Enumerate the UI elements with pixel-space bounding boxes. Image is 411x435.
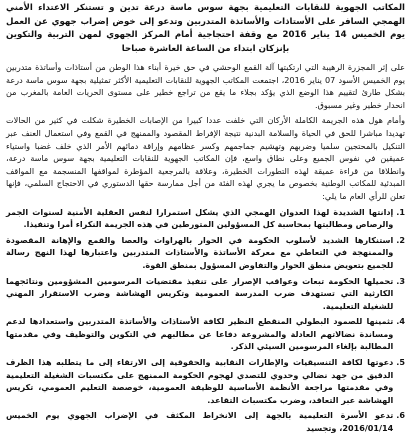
- point-number: 4.: [396, 316, 405, 327]
- numbered-point: [6, 275, 405, 313]
- point-number: 6.: [396, 410, 405, 421]
- numbered-point: [6, 234, 405, 272]
- numbered-point: [6, 356, 405, 406]
- point-text: دعوتها لكافة التنسيقيات والإطارات النقابية والحقوقية إلى الارتقاء إلى ما يتطلبه هذا الظرف الدقيق من جهد نضالي وحدوي للتصدي لهجوم الحكومة الممنهج على مكتسبات الشغيلة التعليمية وفي مقدمتها مراجعة الأنظمة الأساسية للوظيفة العمومية، خوصصة التعليم العمومي، تكريس الهشاشة عبر التعاقد، وضرب مكتسبات التقاعد.: [6, 357, 394, 405]
- point-text: تدعو الأسرة التعليمية بالجهة إلى الانخراط المكثف في الإضراب الجهوي يوم الخميس 2016/01/14، وتجسيد: [6, 410, 394, 434]
- point-text: تثمينها للصمود البطولي المنقطع النظير لكافة الأستاذات والأساتذة المتدربين واستعدادها لدعم ومساندة نضالاتهم العادلة والمشروعة دفاعا عن مطالبهم في التكوين والتوظيف وفي مقدمتها المطالبة بإلغاء المرسومين السيئي الذكر.: [6, 316, 394, 352]
- document-header: المكاتب الجهوية للنقابات التعليمية بجهة سوس ماسة درعة تدين و تستنكر الاعتداء الأمني الهمجي السافر على الأستاذات والأساتذة المتدربين وتدعو إلى خوض إضراب جهوي عن العمل يوم الخميس 14 يناير 2016 مع وقفة احتجاجية أمام المركز الجهوي لمهن التربية والتكوين بإنزكان ابتداء من الساعة العاشرة صباحا: [6, 3, 405, 54]
- numbered-point: [6, 206, 405, 231]
- numbered-point: [6, 315, 405, 353]
- point-text: إدانتها الشديدة لهذا العدوان الهمجي الذي يشكل استمرارا لنفس العقلية الأمنية لسنوات الجمر والرصاص ومطالبتها بمحاسبة كل المسؤولين المتورطين في هذه الجريمة النكراء أمرا وتنفيذا.: [6, 206, 394, 230]
- intro-paragraph: على إثر المجزرة الرهيبة التي ارتكبتها آلة القمع الوحشي في حق خيرة أبناء هذا الوطن من أستاذات وأساتذة متدربين يوم الخميس الأسود 07 يناير 2016، اجتمعت المكاتب الجهوية للنقابات التعليمية الأكثر تمثيلية بجهة سوس ماسة درعة بشكل طارئ لتقييم هذا الوضع الذي يؤكد بجلاء ما يقع من تراجع خطير على مستوى الحريات العامة بالمغرب من انحدار خطير وغير مسبوق.: [6, 62, 405, 110]
- point-text: تحميلها الحكومة تبعات وعواقب الإصرار على تنفيذ مقتضيات المرسومين المشؤومين ونتائجهما الكارثية التي تستهدف ضرب المدرسة العمومية وتكريس الهشاشة وضرب الاستقرار المهني للشغيلة التعليمية.: [6, 275, 394, 311]
- numbered-point: [6, 409, 405, 434]
- point-number: 5.: [396, 357, 405, 368]
- point-number: 1.: [396, 206, 405, 217]
- point-text: استنكارها الشديد لأسلوب الحكومة في الحوار بالهراوات والعصا والقمع والإهانة المقصودة والممنهجة في التعاطي مع معركة الأساتذة والأستاذات المتدربين واعتبارها لهذا النهج رسالة للجميع بتعويض منطق الحوار والتفاوض المسؤول بمنطق القوة.: [6, 234, 394, 270]
- point-number: 3.: [396, 275, 405, 286]
- intro-paragraph: وأمام هول هذه الجريمة الكاملة الأركان التي خلفت عددا كبيرا من الإصابات الخطيرة شكلت في كثير من الحالات تهديدا مباشرا للحق في الحياة والسلامة البدنية نتيجة الإفراط المقصود والممنهج في القمع وفي استعمال العنف عبر التنكيل بالمحتجين سلميا وضربهم وتهشيم جماجمهم وكسر عظامهم وإراقة دمائهم الأمر الذي خلف غضبا واستياء عميقين في نفوس الجميع وعلى نطاق واسع، فإن المكاتب الجهوية للنقابات التعليمية بجهة سوس ماسة درعة، وانطلاقا من قراءة عميقة لهذه التطورات الخطيرة، وعلاقة بالمرجعية المؤطرة لمواقفها المنسجمة مع المواقف المبدئية للمكاتب الوطنية بخصوص ما يجري لهذه الفئة من أجل ممارسة حقها الدستوري في الاحتجاج السلمي، فإنها تعلن للرأي العام ما يلي:: [6, 115, 405, 201]
- point-number: 2.: [396, 234, 405, 245]
